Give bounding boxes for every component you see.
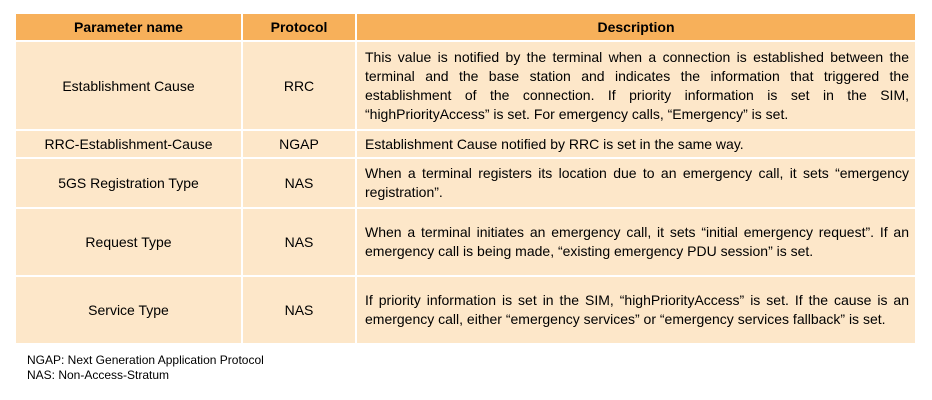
table-row	[16, 41, 915, 130]
protocol-cell: NAS	[242, 208, 356, 276]
header-description: Description	[356, 14, 915, 41]
parameter-name-cell: Service Type	[16, 276, 242, 344]
description-cell: This value is notified by the terminal when a connection is established between the terminal and the base station and indicates the information that triggered the establishment of the connection. If priority information is set in the SIM, “highPriorityAccess” is set. For emergency calls, “Emergency” is set.	[356, 41, 915, 130]
parameter-name-cell: 5GS Registration Type	[16, 158, 242, 208]
header-parameter-name: Parameter name	[16, 14, 242, 41]
description-cell: When a terminal initiates an emergency call, it sets “initial emergency request”. If an emergency call is being made, “existing emergency PDU session” is set.	[356, 208, 915, 276]
description-cell: If priority information is set in the SIM, “highPriorityAccess” is set. If the cause is an emergency call, either “emergency services” or “emergency services fallback” is set.	[356, 276, 915, 344]
description-cell: When a terminal registers its location due to an emergency call, it sets “emergency registration”.	[356, 158, 915, 208]
header-protocol: Protocol	[242, 14, 356, 41]
footnote-ngap: NGAP: Next Generation Application Protocol	[27, 353, 264, 367]
parameter-name-cell: Establishment Cause	[16, 41, 242, 130]
parameter-name-cell: Request Type	[16, 208, 242, 276]
protocol-cell: NAS	[242, 158, 356, 208]
table-row	[16, 130, 915, 158]
table-row	[16, 158, 915, 208]
protocol-cell: NGAP	[242, 130, 356, 158]
footnotes	[27, 353, 264, 383]
parameter-name-cell: RRC-Establishment-Cause	[16, 130, 242, 158]
protocol-cell: NAS	[242, 276, 356, 344]
table-header-row	[16, 14, 915, 41]
table-row	[16, 208, 915, 276]
description-cell: Establishment Cause notified by RRC is set in the same way.	[356, 130, 915, 158]
parameter-table	[16, 14, 915, 345]
table-row	[16, 276, 915, 344]
protocol-cell: RRC	[242, 41, 356, 130]
footnote-nas: NAS: Non-Access-Stratum	[27, 368, 170, 382]
